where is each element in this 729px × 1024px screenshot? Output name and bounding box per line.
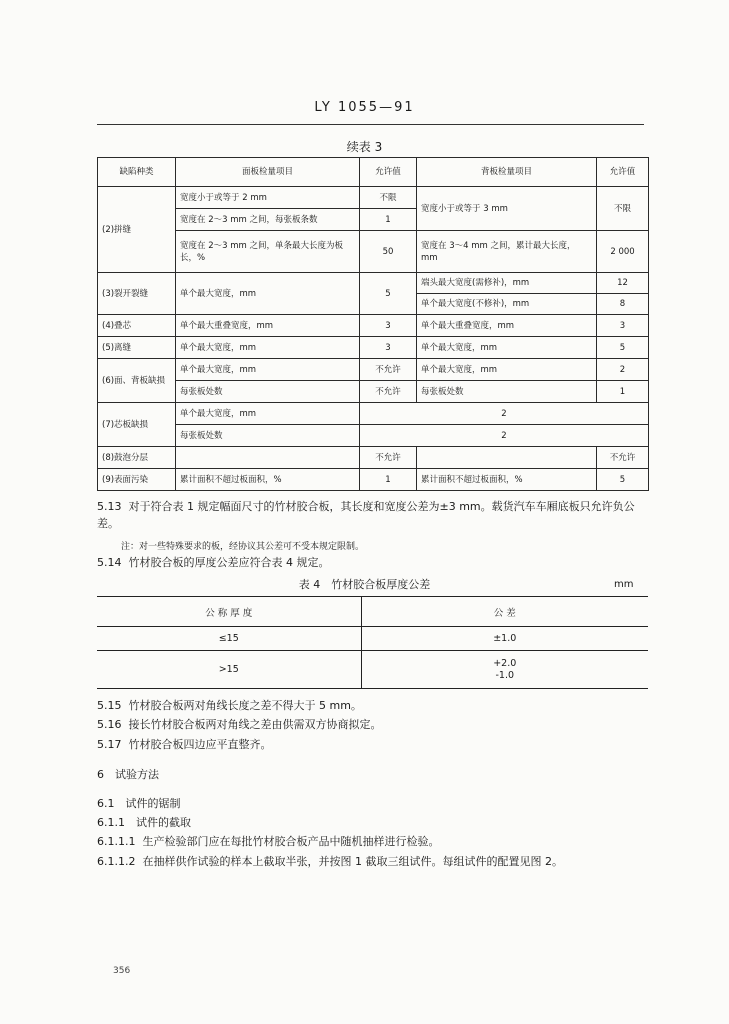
clause-5-15 [97,697,362,714]
back-item-cell: 单个最大宽度(不修补)，mm [417,294,597,315]
header-defect: 缺陷种类 [98,158,176,187]
defect-cell: (5)离缝 [98,337,176,359]
face-allow-cell: 3 [360,337,417,359]
defect-cell: (8)鼓泡分层 [98,447,176,469]
table-header-row [97,597,648,627]
face-item-cell: 单个最大重叠宽度，mm [176,315,360,337]
tolerance-upper: +2.0 [493,657,517,669]
back-item-cell: 每张板处数 [417,381,597,403]
clause-text: 生产检验部门应在每批竹材胶合板产品中随机抽样进行检验。 [142,835,440,848]
defect-cell: (2)拼缝 [98,187,176,273]
table-row [98,381,649,403]
back-item-cell: 宽度小于或等于 3 mm [417,187,597,231]
back-allow-cell: 12 [597,273,649,294]
back-allow-cell: 2 000 [597,231,649,273]
face-allow-cell: 50 [360,231,417,273]
table-row [98,359,649,381]
face-allow-cell: 不允许 [360,381,417,403]
back-allow-cell: 5 [597,469,649,491]
thickness-tolerance-table [97,596,648,689]
table-row [97,651,648,689]
clause-5-14 [97,554,330,571]
clause-text: 竹材胶合板的厚度公差应符合表 4 规定。 [128,556,330,569]
clause-number: 5.16 [97,718,122,731]
table4-unit: mm [614,579,634,590]
standard-header: LY 1055—91 [314,100,415,115]
section-6-title: 6 试验方法 [97,768,159,781]
note-text: 注：对一些特殊要求的板，经协议其公差可不受本规定限制。 [121,542,365,552]
section-6-1-1-2 [97,853,563,869]
header-tolerance: 公 差 [361,597,648,627]
table-row [98,337,649,359]
merged-allow-cell: 2 [360,403,649,425]
back-item-cell: 端头最大宽度(需修补)，mm [417,273,597,294]
page-number: 356 [113,966,131,976]
face-item-cell: 每张板处数 [176,381,360,403]
defect-cell: (6)面、背板缺损 [98,359,176,403]
clause-text: 对于符合表 1 规定幅面尺寸的竹材胶合板，其长度和宽度公差为±3 mm。载货汽车车厢底板只允许负公差。 [97,500,635,530]
clause-text: 接长竹材胶合板两对角线之差由供需双方协商拟定。 [128,718,382,731]
tolerance-value: ±1.0 [493,633,517,644]
table-row [98,425,649,447]
clause-number: 5.13 [97,500,122,513]
back-allow-cell: 不允许 [597,447,649,469]
section-6-1: 6.1 试件的锯制 [97,797,181,810]
table-header-row [98,158,649,187]
table-row [98,273,649,294]
merged-allow-cell: 2 [360,425,649,447]
face-allow-cell: 1 [360,469,417,491]
face-allow-cell: 5 [360,273,417,315]
header-face-item: 面板检量项目 [176,158,360,187]
table4-caption: 表 4 竹材胶合板厚度公差 [298,578,431,591]
defect-cell: (3)裂开裂缝 [98,273,176,315]
face-item-cell: 单个最大宽度，mm [176,403,360,425]
clause-5-13 [97,498,649,532]
table-row [98,187,649,209]
back-item-cell [417,447,597,469]
face-item-cell: 单个最大宽度，mm [176,273,360,315]
face-allow-cell: 不限 [360,187,417,209]
face-item-cell: 单个最大宽度，mm [176,337,360,359]
defect-cell: (9)表面污染 [98,469,176,491]
clause-text: 竹材胶合板两对角线长度之差不得大于 5 mm。 [128,699,362,712]
back-allow-cell: 8 [597,294,649,315]
face-item-cell: 累计面积不超过板面积，% [176,469,360,491]
face-item-cell: 宽度在 2～3 mm 之间，单条最大长度为板长，% [176,231,360,273]
tolerance-cell [361,651,648,689]
table-row [98,315,649,337]
clause-number: 5.14 [97,556,122,569]
thickness-cell: ≤15 [97,627,361,651]
tolerance-cell [361,627,648,651]
face-allow-cell: 不允许 [360,447,417,469]
back-item-cell: 累计面积不超过板面积，% [417,469,597,491]
face-allow-cell: 不允许 [360,359,417,381]
clause-number: 6.1.1.1 [97,835,136,848]
section-6-1-1: 6.1.1 试件的截取 [97,816,191,829]
face-allow-cell: 3 [360,315,417,337]
defect-cell: (4)叠芯 [98,315,176,337]
header-face-allow: 允许值 [360,158,417,187]
back-item-cell: 单个最大重叠宽度，mm [417,315,597,337]
header-rule [97,124,644,125]
tolerance-lower: -1.0 [495,669,515,681]
back-item-cell: 单个最大宽度，mm [417,337,597,359]
table3-caption: 续表 3 [346,140,383,154]
back-item-cell: 单个最大宽度，mm [417,359,597,381]
clause-text: 在抽样供作试验的样本上截取半张，并按图 1 截取三组试件。每组试件的配置见图 2。 [142,855,563,868]
header-back-item: 背板检量项目 [417,158,597,187]
back-allow-cell: 不限 [597,187,649,231]
defect-cell: (7)芯板缺损 [98,403,176,447]
face-item-cell [176,447,360,469]
table-row [98,403,649,425]
back-allow-cell: 1 [597,381,649,403]
back-item-cell: 宽度在 3～4 mm 之间，累计最大长度，mm [417,231,597,273]
header-back-allow: 允许值 [597,158,649,187]
face-item-cell: 每张板处数 [176,425,360,447]
clause-5-17 [97,736,272,753]
header-thickness: 公 称 厚 度 [97,597,361,627]
section-6-1-1-1 [97,833,439,849]
clause-text: 竹材胶合板四边应平直整齐。 [128,738,272,751]
defect-table [97,157,649,491]
table-row [98,231,649,273]
face-item-cell: 单个最大宽度，mm [176,359,360,381]
face-allow-cell: 1 [360,209,417,231]
table-row [97,627,648,651]
face-item-cell: 宽度小于或等于 2 mm [176,187,360,209]
clause-number: 5.17 [97,738,122,751]
face-item-cell: 宽度在 2～3 mm 之间，每张板条数 [176,209,360,231]
clause-number: 6.1.1.2 [97,855,136,868]
back-allow-cell: 3 [597,315,649,337]
table-row [98,447,649,469]
clause-5-16 [97,716,382,733]
table-row [98,469,649,491]
thickness-cell: >15 [97,651,361,689]
back-allow-cell: 5 [597,337,649,359]
back-allow-cell: 2 [597,359,649,381]
clause-number: 5.15 [97,699,122,712]
